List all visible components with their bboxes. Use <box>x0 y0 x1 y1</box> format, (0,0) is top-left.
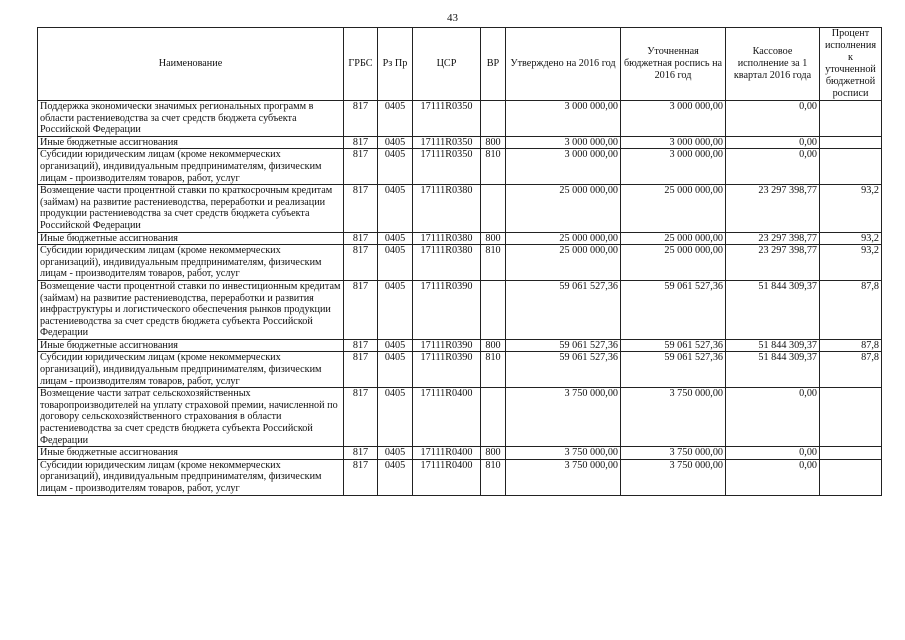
cell-percent <box>820 447 882 460</box>
header-approved: Утверждено на 2016 год <box>506 28 621 101</box>
cell-cash: 23 297 398,77 <box>726 232 820 245</box>
cell-refined: 25 000 000,00 <box>621 245 726 281</box>
cell-percent: 87,8 <box>820 280 882 339</box>
header-row <box>38 28 882 101</box>
cell-grbs: 817 <box>344 245 378 281</box>
header-name: Наименование <box>38 28 344 101</box>
cell-percent <box>820 459 882 495</box>
cell-name: Субсидии юридическим лицам (кроме некоммерческих организаций), индивидуальным предпринимателям, физическим лицам - производителям товаров, работ, услуг <box>38 149 344 185</box>
cell-vr: 800 <box>481 339 506 352</box>
table-row <box>38 232 882 245</box>
cell-approved: 25 000 000,00 <box>506 245 621 281</box>
cell-approved: 3 000 000,00 <box>506 101 621 137</box>
cell-refined: 3 000 000,00 <box>621 136 726 149</box>
cell-refined: 3 750 000,00 <box>621 459 726 495</box>
cell-cash: 23 297 398,77 <box>726 185 820 232</box>
cell-name: Возмещение части процентной ставки по краткосрочным кредитам (займам) на развитие растениеводства, переработки и реализации продукции растениеводства за счет средств бюджета субъекта Российской Федерации <box>38 185 344 232</box>
cell-vr <box>481 280 506 339</box>
cell-approved: 59 061 527,36 <box>506 280 621 339</box>
header-vr: ВР <box>481 28 506 101</box>
cell-vr: 810 <box>481 459 506 495</box>
cell-rzpr: 0405 <box>378 149 413 185</box>
cell-percent: 87,8 <box>820 352 882 388</box>
cell-csr: 17111R0380 <box>413 185 481 232</box>
cell-grbs: 817 <box>344 185 378 232</box>
cell-grbs: 817 <box>344 339 378 352</box>
header-cash: Кассовое исполнение за 1 квартал 2016 года <box>726 28 820 101</box>
cell-grbs: 817 <box>344 388 378 447</box>
table-row <box>38 459 882 495</box>
table-row <box>38 149 882 185</box>
cell-rzpr: 0405 <box>378 280 413 339</box>
cell-refined: 3 750 000,00 <box>621 388 726 447</box>
cell-refined: 3 750 000,00 <box>621 447 726 460</box>
cell-grbs: 817 <box>344 136 378 149</box>
cell-grbs: 817 <box>344 352 378 388</box>
cell-name: Иные бюджетные ассигнования <box>38 447 344 460</box>
cell-approved: 25 000 000,00 <box>506 185 621 232</box>
cell-approved: 59 061 527,36 <box>506 352 621 388</box>
cell-cash: 0,00 <box>726 447 820 460</box>
cell-approved: 3 750 000,00 <box>506 447 621 460</box>
cell-name: Иные бюджетные ассигнования <box>38 339 344 352</box>
cell-grbs: 817 <box>344 101 378 137</box>
cell-refined: 3 000 000,00 <box>621 149 726 185</box>
cell-grbs: 817 <box>344 459 378 495</box>
cell-name: Субсидии юридическим лицам (кроме некоммерческих организаций), индивидуальным предпринимателям, физическим лицам - производителям товаров, работ, услуг <box>38 245 344 281</box>
table-row <box>38 280 882 339</box>
cell-csr: 17111R0380 <box>413 245 481 281</box>
cell-name: Иные бюджетные ассигнования <box>38 136 344 149</box>
table-row <box>38 245 882 281</box>
table-row <box>38 388 882 447</box>
cell-grbs: 817 <box>344 149 378 185</box>
table-row <box>38 352 882 388</box>
cell-rzpr: 0405 <box>378 232 413 245</box>
cell-csr: 17111R0390 <box>413 352 481 388</box>
cell-cash: 0,00 <box>726 101 820 137</box>
cell-percent: 87,8 <box>820 339 882 352</box>
cell-csr: 17111R0380 <box>413 232 481 245</box>
cell-cash: 23 297 398,77 <box>726 245 820 281</box>
cell-rzpr: 0405 <box>378 352 413 388</box>
cell-name: Субсидии юридическим лицам (кроме некоммерческих организаций), индивидуальным предпринимателям, физическим лицам - производителям товаров, работ, услуг <box>38 352 344 388</box>
cell-vr <box>481 185 506 232</box>
cell-percent: 93,2 <box>820 232 882 245</box>
cell-cash: 0,00 <box>726 388 820 447</box>
cell-vr: 810 <box>481 352 506 388</box>
cell-approved: 3 000 000,00 <box>506 136 621 149</box>
cell-percent <box>820 101 882 137</box>
cell-approved: 3 750 000,00 <box>506 459 621 495</box>
cell-refined: 59 061 527,36 <box>621 280 726 339</box>
cell-cash: 0,00 <box>726 459 820 495</box>
cell-csr: 17111R0400 <box>413 447 481 460</box>
cell-vr <box>481 388 506 447</box>
cell-rzpr: 0405 <box>378 185 413 232</box>
cell-vr: 800 <box>481 136 506 149</box>
cell-rzpr: 0405 <box>378 447 413 460</box>
cell-vr: 800 <box>481 447 506 460</box>
cell-vr: 810 <box>481 149 506 185</box>
cell-rzpr: 0405 <box>378 388 413 447</box>
cell-cash: 0,00 <box>726 136 820 149</box>
cell-csr: 17111R0400 <box>413 388 481 447</box>
cell-name: Возмещение части затрат сельскохозяйственных товаропроизводителей на уплату страховой премии, начисленной по договору сельскохозяйственного страхования в области растениеводства за счет средств бюджета субъекта Российской Федерации <box>38 388 344 447</box>
cell-rzpr: 0405 <box>378 101 413 137</box>
cell-approved: 3 750 000,00 <box>506 388 621 447</box>
cell-refined: 59 061 527,36 <box>621 339 726 352</box>
table-row <box>38 136 882 149</box>
cell-percent <box>820 136 882 149</box>
cell-rzpr: 0405 <box>378 136 413 149</box>
cell-percent <box>820 388 882 447</box>
cell-refined: 25 000 000,00 <box>621 185 726 232</box>
header-percent: Процент исполнения к уточненной бюджетной росписи <box>820 28 882 101</box>
cell-rzpr: 0405 <box>378 459 413 495</box>
cell-vr <box>481 101 506 137</box>
cell-vr: 800 <box>481 232 506 245</box>
cell-csr: 17111R0350 <box>413 136 481 149</box>
cell-csr: 17111R0350 <box>413 149 481 185</box>
cell-percent: 93,2 <box>820 185 882 232</box>
cell-name: Иные бюджетные ассигнования <box>38 232 344 245</box>
header-csr: ЦСР <box>413 28 481 101</box>
cell-rzpr: 0405 <box>378 245 413 281</box>
table-row <box>38 185 882 232</box>
cell-vr: 810 <box>481 245 506 281</box>
table-row <box>38 101 882 137</box>
cell-grbs: 817 <box>344 232 378 245</box>
cell-name: Поддержка экономически значимых региональных программ в области растениеводства за счет средств бюджета субъекта Российской Федерации <box>38 101 344 137</box>
table-row <box>38 447 882 460</box>
cell-csr: 17111R0390 <box>413 280 481 339</box>
cell-refined: 59 061 527,36 <box>621 352 726 388</box>
cell-refined: 25 000 000,00 <box>621 232 726 245</box>
cell-name: Возмещение части процентной ставки по инвестиционным кредитам (займам) на развитие растениеводства, переработки и развития инфраструктуры и логистического обеспечения рынков продукции растениеводства за счет средств бюджета субъекта Российской Федерации <box>38 280 344 339</box>
cell-approved: 3 000 000,00 <box>506 149 621 185</box>
table-row <box>38 339 882 352</box>
cell-grbs: 817 <box>344 447 378 460</box>
cell-cash: 51 844 309,37 <box>726 339 820 352</box>
header-rzpr: Рз Пр <box>378 28 413 101</box>
cell-percent <box>820 149 882 185</box>
cell-csr: 17111R0400 <box>413 459 481 495</box>
cell-approved: 59 061 527,36 <box>506 339 621 352</box>
budget-table <box>37 27 882 496</box>
cell-csr: 17111R0350 <box>413 101 481 137</box>
header-refined: Уточненная бюджетная роспись на 2016 год <box>621 28 726 101</box>
cell-cash: 51 844 309,37 <box>726 280 820 339</box>
cell-grbs: 817 <box>344 280 378 339</box>
cell-percent: 93,2 <box>820 245 882 281</box>
header-grbs: ГРБС <box>344 28 378 101</box>
cell-csr: 17111R0390 <box>413 339 481 352</box>
page-number: 43 <box>447 12 458 24</box>
cell-refined: 3 000 000,00 <box>621 101 726 137</box>
cell-name: Субсидии юридическим лицам (кроме некоммерческих организаций), индивидуальным предпринимателям, физическим лицам - производителям товаров, работ, услуг <box>38 459 344 495</box>
cell-rzpr: 0405 <box>378 339 413 352</box>
cell-approved: 25 000 000,00 <box>506 232 621 245</box>
cell-cash: 51 844 309,37 <box>726 352 820 388</box>
cell-cash: 0,00 <box>726 149 820 185</box>
